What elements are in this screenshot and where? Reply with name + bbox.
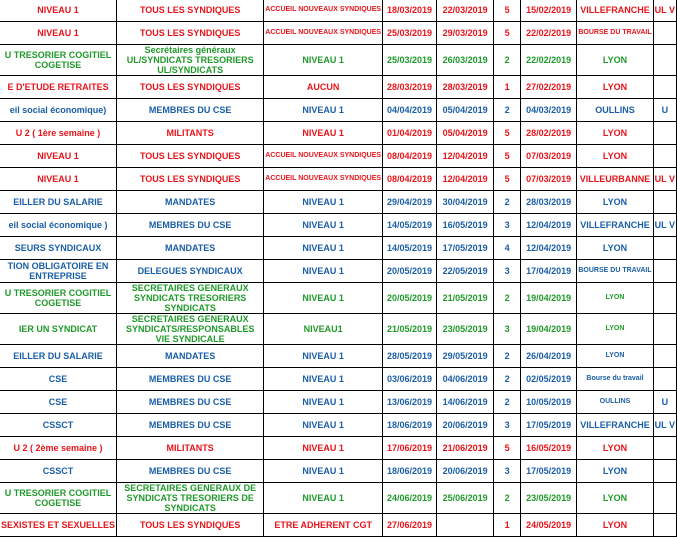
- cell-days: 2: [494, 368, 521, 391]
- cell-training-title: U TRESORIER COGITIEL COGETISE: [0, 45, 117, 76]
- cell-prerequisite: ETRE ADHERENT CGT: [264, 514, 383, 537]
- cell-location: LYON: [577, 45, 653, 76]
- cell-start-date: 24/06/2019: [383, 483, 437, 514]
- cell-organizer: [653, 368, 676, 391]
- cell-end-date: 30/04/2019: [437, 191, 494, 214]
- cell-end-date: 29/05/2019: [437, 345, 494, 368]
- cell-audience: SECRETAIRES GENERAUX SYNDICATS/RESPONSABLES VIE SYNDICALE: [117, 314, 264, 345]
- cell-prerequisite: NIVEAU 1: [264, 460, 383, 483]
- cell-days: 5: [494, 168, 521, 191]
- table-row: [0, 168, 677, 191]
- cell-start-date: 21/05/2019: [383, 314, 437, 345]
- cell-days: 3: [494, 414, 521, 437]
- cell-days: 3: [494, 314, 521, 345]
- cell-organizer: [653, 260, 676, 283]
- cell-days: 2: [494, 191, 521, 214]
- cell-organizer: [653, 22, 676, 45]
- cell-prerequisite: NIVEAU 1: [264, 483, 383, 514]
- cell-days: 3: [494, 260, 521, 283]
- cell-location: OULLINS: [577, 391, 653, 414]
- table-row: [0, 283, 677, 314]
- cell-end-date: 23/05/2019: [437, 314, 494, 345]
- cell-prerequisite: ACCUEIL NOUVEAUX SYNDIQUES: [264, 0, 383, 22]
- table-row: [0, 391, 677, 414]
- cell-days: 2: [494, 483, 521, 514]
- cell-audience: MANDATES: [117, 237, 264, 260]
- cell-deadline: 23/05/2019: [520, 483, 576, 514]
- cell-start-date: 17/06/2019: [383, 437, 437, 460]
- table-row: [0, 260, 677, 283]
- cell-days: 5: [494, 145, 521, 168]
- cell-deadline: 28/02/2019: [520, 122, 576, 145]
- cell-end-date: 16/05/2019: [437, 214, 494, 237]
- cell-organizer: [653, 283, 676, 314]
- cell-start-date: 28/05/2019: [383, 345, 437, 368]
- cell-deadline: 17/04/2019: [520, 260, 576, 283]
- cell-deadline: 07/03/2019: [520, 145, 576, 168]
- cell-deadline: 15/02/2019: [520, 0, 576, 22]
- cell-prerequisite: NIVEAU 1: [264, 437, 383, 460]
- cell-training-title: SEURS SYNDICAUX: [0, 237, 117, 260]
- cell-deadline: 27/02/2019: [520, 76, 576, 99]
- cell-location: LYON: [577, 483, 653, 514]
- table-row: [0, 437, 677, 460]
- cell-audience: MILITANTS: [117, 122, 264, 145]
- table-row: [0, 460, 677, 483]
- cell-start-date: 29/04/2019: [383, 191, 437, 214]
- table-row: [0, 514, 677, 537]
- cell-days: 1: [494, 514, 521, 537]
- cell-audience: TOUS LES SYNDIQUES: [117, 514, 264, 537]
- cell-end-date: 17/05/2019: [437, 237, 494, 260]
- cell-prerequisite: NIVEAU 1: [264, 283, 383, 314]
- cell-location: LYON: [577, 145, 653, 168]
- table-row: [0, 76, 677, 99]
- cell-organizer: [653, 514, 676, 537]
- cell-start-date: 04/04/2019: [383, 99, 437, 122]
- cell-prerequisite: NIVEAU 1: [264, 391, 383, 414]
- cell-days: 2: [494, 45, 521, 76]
- cell-location: LYON: [577, 122, 653, 145]
- cell-days: 3: [494, 214, 521, 237]
- cell-audience: MEMBRES DU CSE: [117, 368, 264, 391]
- cell-deadline: 10/05/2019: [520, 391, 576, 414]
- cell-prerequisite: NIVEAU 1: [264, 191, 383, 214]
- cell-end-date: 28/03/2019: [437, 76, 494, 99]
- cell-start-date: 18/06/2019: [383, 460, 437, 483]
- cell-days: 2: [494, 345, 521, 368]
- cell-location: LYON: [577, 460, 653, 483]
- cell-end-date: [437, 514, 494, 537]
- cell-training-title: TION OBLIGATOIRE EN ENTREPRISE: [0, 260, 117, 283]
- cell-start-date: 20/05/2019: [383, 260, 437, 283]
- cell-training-title: eil social économique ): [0, 214, 117, 237]
- cell-deadline: 22/02/2019: [520, 22, 576, 45]
- cell-training-title: NIVEAU 1: [0, 168, 117, 191]
- cell-start-date: 03/06/2019: [383, 368, 437, 391]
- cell-organizer: [653, 237, 676, 260]
- cell-organizer: UL V: [653, 0, 676, 22]
- cell-training-title: CSE: [0, 391, 117, 414]
- cell-organizer: [653, 76, 676, 99]
- cell-start-date: 14/05/2019: [383, 214, 437, 237]
- cell-start-date: 27/06/2019: [383, 514, 437, 537]
- cell-location: BOURSE DU TRAVAIL: [577, 260, 653, 283]
- table-row: [0, 214, 677, 237]
- cell-prerequisite: NIVEAU 1: [264, 45, 383, 76]
- cell-training-title: eil social économique): [0, 99, 117, 122]
- cell-location: LYON: [577, 191, 653, 214]
- cell-audience: MANDATES: [117, 191, 264, 214]
- cell-end-date: 05/04/2019: [437, 122, 494, 145]
- cell-prerequisite: NIVEAU 1: [264, 99, 383, 122]
- cell-training-title: NIVEAU 1: [0, 145, 117, 168]
- cell-end-date: 22/05/2019: [437, 260, 494, 283]
- cell-audience: DELEGUES SYNDICAUX: [117, 260, 264, 283]
- table-row: [0, 314, 677, 345]
- cell-prerequisite: NIVEAU 1: [264, 214, 383, 237]
- cell-deadline: 28/03/2019: [520, 191, 576, 214]
- cell-audience: SECRETAIRES GENERAUX DE SYNDICATS TRESORIERS DE SYNDICATS: [117, 483, 264, 514]
- cell-location: LYON: [577, 237, 653, 260]
- table-row: [0, 22, 677, 45]
- cell-audience: TOUS LES SYNDIQUES: [117, 168, 264, 191]
- cell-organizer: UL V: [653, 168, 676, 191]
- cell-audience: TOUS LES SYNDIQUES: [117, 145, 264, 168]
- cell-audience: MEMBRES DU CSE: [117, 460, 264, 483]
- cell-audience: MILITANTS: [117, 437, 264, 460]
- cell-location: LYON: [577, 314, 653, 345]
- cell-start-date: 18/06/2019: [383, 414, 437, 437]
- cell-organizer: [653, 345, 676, 368]
- cell-location: LYON: [577, 76, 653, 99]
- cell-start-date: 20/05/2019: [383, 283, 437, 314]
- table-row: [0, 368, 677, 391]
- cell-start-date: 18/03/2019: [383, 0, 437, 22]
- cell-end-date: 26/03/2019: [437, 45, 494, 76]
- table-row: [0, 99, 677, 122]
- cell-days: 5: [494, 22, 521, 45]
- cell-organizer: UL V: [653, 214, 676, 237]
- cell-prerequisite: ACCUEIL NOUVEAUX SYNDIQUES: [264, 168, 383, 191]
- cell-audience: MEMBRES DU CSE: [117, 414, 264, 437]
- cell-audience: Secrétaires généraux UL/SYNDICATS TRESORIERS UL/SYNDICATS: [117, 45, 264, 76]
- cell-start-date: 25/03/2019: [383, 22, 437, 45]
- cell-deadline: 07/03/2019: [520, 168, 576, 191]
- cell-end-date: 14/06/2019: [437, 391, 494, 414]
- table-row: [0, 345, 677, 368]
- cell-start-date: 14/05/2019: [383, 237, 437, 260]
- table-row: [0, 414, 677, 437]
- cell-start-date: 28/03/2019: [383, 76, 437, 99]
- cell-training-title: CSSCT: [0, 460, 117, 483]
- cell-start-date: 01/04/2019: [383, 122, 437, 145]
- cell-organizer: U: [653, 391, 676, 414]
- cell-deadline: 17/05/2019: [520, 460, 576, 483]
- cell-end-date: 05/04/2019: [437, 99, 494, 122]
- cell-deadline: 17/05/2019: [520, 414, 576, 437]
- table-row: [0, 145, 677, 168]
- cell-audience: MEMBRES DU CSE: [117, 99, 264, 122]
- cell-audience: SECRETAIRES GENERAUX SYNDICATS TRESORIERS SYNDICATS: [117, 283, 264, 314]
- cell-location: LYON: [577, 345, 653, 368]
- cell-training-title: U 2 ( 1ère semaine ): [0, 122, 117, 145]
- cell-prerequisite: ACCUEIL NOUVEAUX SYNDIQUES: [264, 22, 383, 45]
- table-row: [0, 191, 677, 214]
- cell-days: 3: [494, 460, 521, 483]
- cell-days: 2: [494, 99, 521, 122]
- cell-organizer: UL V: [653, 414, 676, 437]
- cell-training-title: U 2 ( 2ème semaine ): [0, 437, 117, 460]
- table-row: [0, 45, 677, 76]
- cell-training-title: NIVEAU 1: [0, 22, 117, 45]
- cell-start-date: 25/03/2019: [383, 45, 437, 76]
- cell-deadline: 12/04/2019: [520, 237, 576, 260]
- cell-location: LYON: [577, 437, 653, 460]
- cell-training-title: CSE: [0, 368, 117, 391]
- cell-days: 5: [494, 0, 521, 22]
- cell-prerequisite: AUCUN: [264, 76, 383, 99]
- cell-organizer: [653, 314, 676, 345]
- table-row: [0, 122, 677, 145]
- cell-deadline: 26/04/2019: [520, 345, 576, 368]
- cell-deadline: 22/02/2019: [520, 45, 576, 76]
- cell-prerequisite: NIVEAU 1: [264, 414, 383, 437]
- cell-training-title: EILLER DU SALARIE: [0, 191, 117, 214]
- cell-organizer: [653, 45, 676, 76]
- cell-audience: TOUS LES SYNDIQUES: [117, 0, 264, 22]
- cell-days: 1: [494, 76, 521, 99]
- cell-audience: TOUS LES SYNDIQUES: [117, 76, 264, 99]
- cell-deadline: 19/04/2019: [520, 314, 576, 345]
- cell-days: 2: [494, 283, 521, 314]
- cell-prerequisite: NIVEAU1: [264, 314, 383, 345]
- cell-audience: MEMBRES DU CSE: [117, 391, 264, 414]
- cell-training-title: EILLER DU SALARIE: [0, 345, 117, 368]
- cell-location: LYON: [577, 514, 653, 537]
- cell-end-date: 04/06/2019: [437, 368, 494, 391]
- cell-organizer: [653, 191, 676, 214]
- cell-end-date: 21/05/2019: [437, 283, 494, 314]
- cell-start-date: 13/06/2019: [383, 391, 437, 414]
- cell-location: Bourse du travail: [577, 368, 653, 391]
- cell-end-date: 29/03/2019: [437, 22, 494, 45]
- cell-training-title: U TRESORIER COGITIEL COGETISE: [0, 283, 117, 314]
- cell-audience: TOUS LES SYNDIQUES: [117, 22, 264, 45]
- cell-prerequisite: NIVEAU 1: [264, 345, 383, 368]
- cell-location: VILLEFRANCHE: [577, 214, 653, 237]
- cell-training-title: U TRESORIER COGITIEL COGETISE: [0, 483, 117, 514]
- cell-location: OULLINS: [577, 99, 653, 122]
- cell-days: 4: [494, 237, 521, 260]
- cell-end-date: 21/06/2019: [437, 437, 494, 460]
- cell-prerequisite: NIVEAU 1: [264, 260, 383, 283]
- cell-deadline: 04/03/2019: [520, 99, 576, 122]
- cell-days: 5: [494, 437, 521, 460]
- cell-organizer: [653, 122, 676, 145]
- cell-end-date: 22/03/2019: [437, 0, 494, 22]
- cell-organizer: [653, 460, 676, 483]
- cell-audience: MEMBRES DU CSE: [117, 214, 264, 237]
- table-row: [0, 237, 677, 260]
- cell-end-date: 25/06/2019: [437, 483, 494, 514]
- cell-prerequisite: ACCUEIL NOUVEAUX SYNDIQUES: [264, 145, 383, 168]
- cell-days: 2: [494, 391, 521, 414]
- cell-start-date: 08/04/2019: [383, 145, 437, 168]
- cell-training-title: IER UN SYNDICAT: [0, 314, 117, 345]
- cell-location: VILLEFRANCHE: [577, 0, 653, 22]
- cell-start-date: 08/04/2019: [383, 168, 437, 191]
- cell-deadline: 02/05/2019: [520, 368, 576, 391]
- cell-audience: MANDATES: [117, 345, 264, 368]
- cell-training-title: NIVEAU 1: [0, 0, 117, 22]
- cell-deadline: 24/05/2019: [520, 514, 576, 537]
- cell-prerequisite: NIVEAU 1: [264, 122, 383, 145]
- cell-training-title: E D'ETUDE RETRAITES: [0, 76, 117, 99]
- cell-training-title: CSSCT: [0, 414, 117, 437]
- cell-end-date: 12/04/2019: [437, 168, 494, 191]
- cell-location: VILLEFRANCHE: [577, 414, 653, 437]
- cell-location: VILLEURBANNE: [577, 168, 653, 191]
- cell-deadline: 16/05/2019: [520, 437, 576, 460]
- cell-end-date: 12/04/2019: [437, 145, 494, 168]
- cell-organizer: U: [653, 99, 676, 122]
- cell-location: LYON: [577, 283, 653, 314]
- cell-end-date: 20/06/2019: [437, 460, 494, 483]
- cell-deadline: 19/04/2019: [520, 283, 576, 314]
- cell-days: 5: [494, 122, 521, 145]
- cell-end-date: 20/06/2019: [437, 414, 494, 437]
- cell-location: BOURSE DU TRAVAIL: [577, 22, 653, 45]
- cell-prerequisite: NIVEAU 1: [264, 368, 383, 391]
- cell-organizer: [653, 145, 676, 168]
- table-row: [0, 0, 677, 22]
- cell-organizer: [653, 437, 676, 460]
- cell-deadline: 12/04/2019: [520, 214, 576, 237]
- cell-prerequisite: NIVEAU 1: [264, 237, 383, 260]
- cell-training-title: SEXISTES ET SEXUELLES: [0, 514, 117, 537]
